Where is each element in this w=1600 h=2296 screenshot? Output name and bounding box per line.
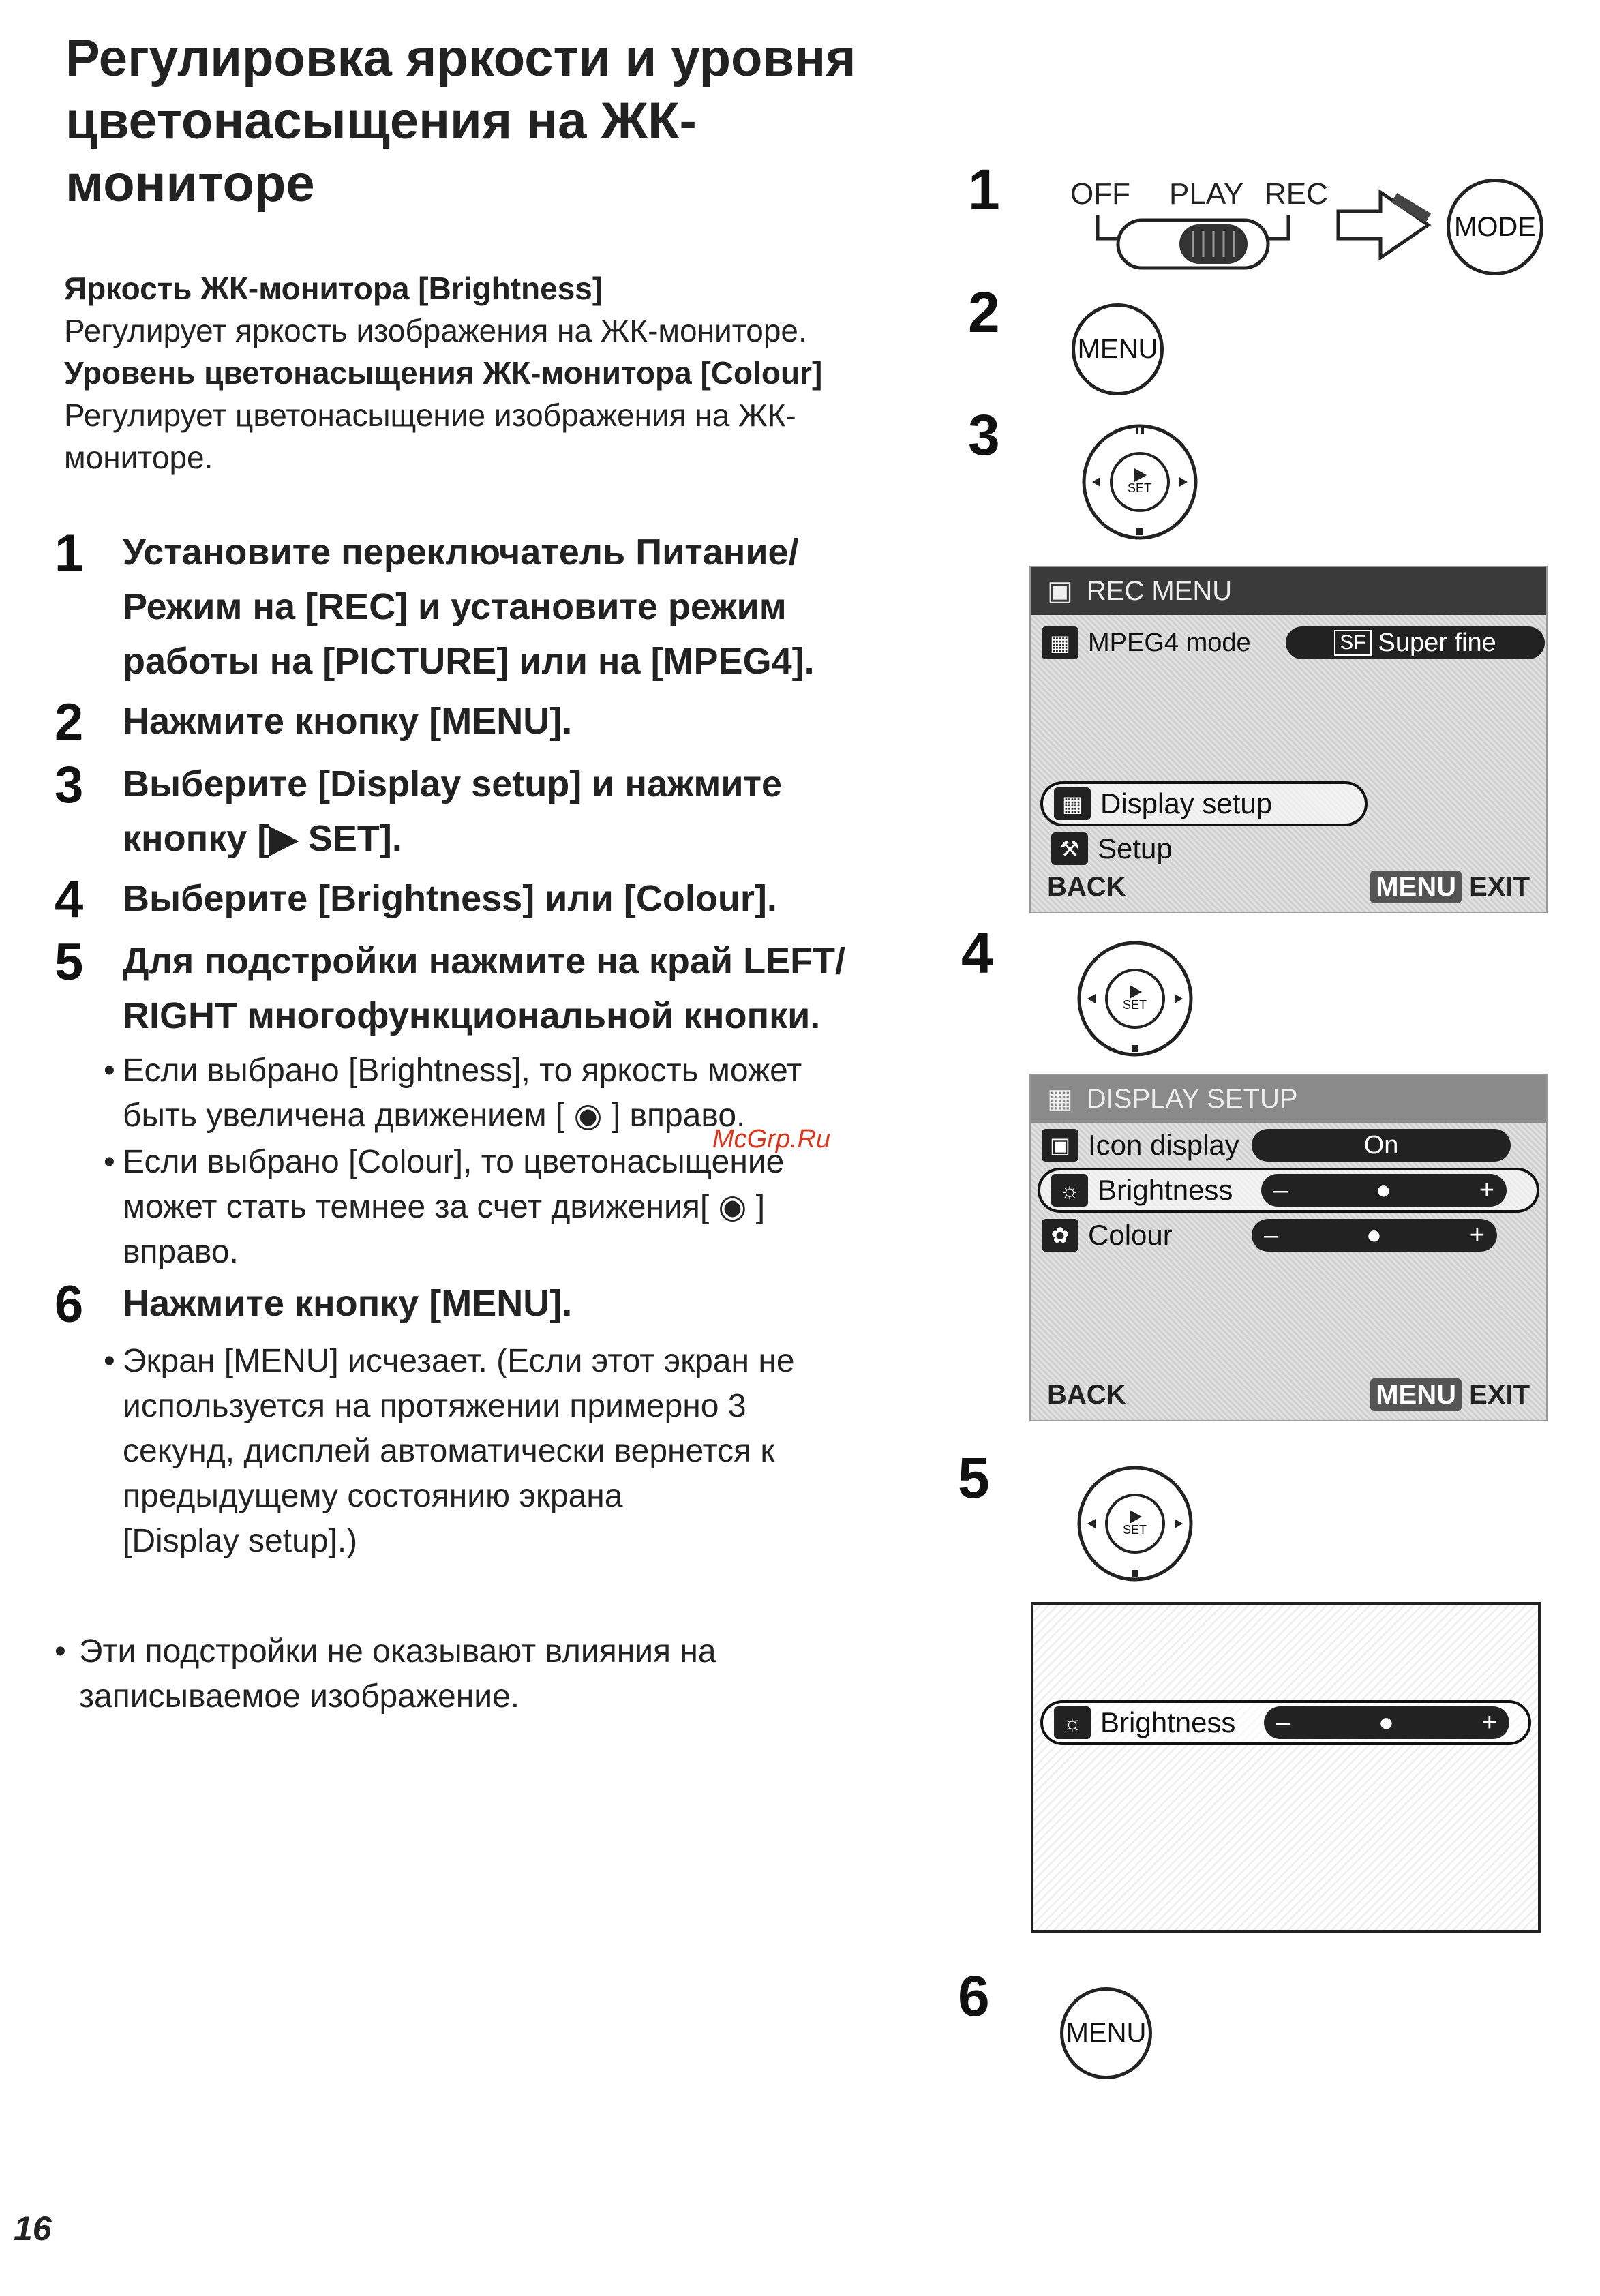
- note-line: • Эти подстройки не оказывают влияния на: [79, 1633, 716, 1670]
- step-line: Установите переключатель Питание/: [123, 532, 799, 573]
- intro-section: [64, 267, 923, 479]
- mode-button[interactable]: MODE: [1447, 179, 1543, 275]
- bullet-line: • Если выбрано [Brightness], то яркость может: [123, 1053, 802, 1089]
- illustration-step-4-number: 4: [961, 921, 993, 985]
- step-line: Нажмите кнопку [MENU].: [123, 701, 573, 742]
- setting-row-brightness[interactable]: [1038, 1168, 1539, 1213]
- menu-button[interactable]: MENU: [1060, 1987, 1152, 2079]
- illustration-step-6-number: 6: [958, 1964, 990, 2028]
- colour-slider[interactable]: [1252, 1219, 1497, 1252]
- menu-tag: MENU: [1370, 871, 1462, 903]
- step-number: 3: [55, 756, 84, 814]
- step-number: 6: [55, 1275, 84, 1333]
- colour-text-2: мониторе.: [64, 440, 213, 475]
- display-setup-title: DISPLAY SETUP: [1086, 1083, 1298, 1114]
- bullet-line: • Если выбрано [Colour], то цветонасыщение: [123, 1144, 785, 1180]
- back-label: BACK: [1047, 1380, 1126, 1410]
- minus-label: –: [1264, 1220, 1279, 1250]
- camera-icon: ▣: [1047, 576, 1073, 606]
- step-line: работы на [PICTURE] или на [MPEG4].: [123, 641, 815, 682]
- brightness-label: Brightness: [1100, 1706, 1236, 1738]
- icon-display-label: Icon display: [1088, 1129, 1239, 1161]
- mode-rec-label: REC: [1265, 177, 1328, 211]
- title-line-2: цветонасыщения на ЖК-: [65, 92, 697, 150]
- set-label: SET: [1128, 481, 1152, 495]
- plus-label: +: [1479, 1175, 1494, 1205]
- step-6: [55, 1276, 941, 1333]
- exit-label: EXIT: [1469, 1380, 1530, 1410]
- icon-display-value: On: [1252, 1129, 1511, 1162]
- step-text: [123, 1276, 572, 1331]
- brightness-adjust-row[interactable]: [1040, 1700, 1531, 1745]
- multifunction-button[interactable]: [1067, 934, 1203, 1063]
- multifunction-button[interactable]: [1067, 1459, 1203, 1588]
- step-number: 5: [55, 933, 84, 991]
- minus-label: –: [1273, 1175, 1288, 1205]
- step-line: Для подстройки нажмите на край LEFT/: [123, 941, 846, 982]
- step-line: Режим на [REC] и установите режим: [123, 586, 787, 627]
- mode-off-label: OFF: [1070, 177, 1130, 211]
- grid-icon: ▦: [1042, 626, 1078, 659]
- illustration-step-1-number: 1: [968, 157, 1000, 222]
- rec-menu-title: REC MENU: [1086, 575, 1233, 606]
- display-icon: ▦: [1047, 1084, 1073, 1114]
- step-text: [123, 757, 782, 866]
- bullet-line: • Экран [MENU] исчезает. (Если этот экран не: [123, 1343, 795, 1379]
- minus-label: –: [1276, 1708, 1291, 1737]
- menu-button[interactable]: MENU: [1072, 303, 1164, 395]
- step-number: 4: [55, 871, 84, 928]
- bullet-line: вправо.: [123, 1234, 239, 1270]
- illustration-step-5-number: 5: [958, 1446, 990, 1510]
- display-setup-footer: [1031, 1380, 1546, 1410]
- page-title: [65, 27, 952, 215]
- step-line: RIGHT многофункциональной кнопки.: [123, 995, 821, 1036]
- menu-row-mpeg4[interactable]: [1031, 620, 1546, 665]
- bullet-line: может стать темнее за счет движения[ ◉ ]: [123, 1189, 766, 1225]
- illustration-step-2-number: 2: [968, 280, 1000, 344]
- note-bullet: [55, 1629, 897, 1719]
- brightness-label: Brightness: [1098, 1174, 1233, 1206]
- set-label: SET: [1123, 998, 1147, 1012]
- brightness-text: Регулирует яркость изображения на ЖК-мониторе.: [64, 313, 807, 348]
- step-line: Выберите [Display setup] и нажмите: [123, 764, 782, 804]
- step-2: [55, 694, 941, 751]
- colour-heading: Уровень цветонасыщения ЖК-монитора [Colour]: [64, 355, 823, 391]
- mpeg4-value: [1286, 626, 1545, 659]
- step-line: Нажмите кнопку [MENU].: [123, 1283, 573, 1324]
- arrow-right-icon: [1333, 184, 1435, 266]
- rec-menu-footer: [1031, 872, 1546, 903]
- colour-icon: ✿: [1042, 1219, 1078, 1252]
- display-setup-label: Display setup: [1100, 787, 1273, 819]
- mpeg4-label: MPEG4 mode: [1088, 628, 1251, 657]
- step-text: [123, 934, 845, 1043]
- sun-icon: ☼: [1051, 1174, 1088, 1207]
- power-mode-switch-icon: [1091, 208, 1295, 276]
- watermark: McGrp.Ru: [712, 1125, 831, 1153]
- slider-knob: ●: [1365, 1220, 1382, 1250]
- bullet-line: быть увеличена движением [ ◉ ] вправо.: [123, 1098, 746, 1134]
- slider-knob: ●: [1375, 1175, 1391, 1205]
- display-setup-header: [1031, 1075, 1546, 1123]
- icon-display-icon: ▣: [1042, 1129, 1078, 1162]
- step-line: кнопку [▶ SET].: [123, 818, 402, 859]
- set-label: SET: [1123, 1523, 1147, 1537]
- brightness-slider[interactable]: [1264, 1706, 1509, 1739]
- multifunction-button[interactable]: [1072, 417, 1208, 547]
- bullet-line: используется на протяжении примерно 3: [123, 1388, 746, 1424]
- exit-label: EXIT: [1469, 872, 1530, 902]
- step-4: [55, 871, 941, 928]
- note-line: записываемое изображение.: [79, 1678, 520, 1715]
- step-text: [123, 525, 815, 689]
- steps-list: [55, 525, 941, 1565]
- mpeg4-value-text: Super fine: [1378, 628, 1496, 657]
- bullet-line: [Display setup].): [123, 1523, 358, 1559]
- bullet-line: секунд, дисплей автоматически вернется к: [123, 1433, 775, 1469]
- slider-knob: ●: [1378, 1708, 1394, 1737]
- brightness-slider[interactable]: [1261, 1174, 1507, 1207]
- exit-group: [1370, 872, 1530, 903]
- step-number: 1: [55, 524, 84, 582]
- rec-menu-header: [1031, 567, 1546, 615]
- page-number: 16: [14, 2209, 52, 2248]
- colour-text-1: Регулирует цветонасыщение изображения на ЖК-: [64, 397, 796, 433]
- rec-menu-screen: [1029, 566, 1548, 913]
- wrench-icon: ⚒: [1051, 832, 1088, 865]
- step-text: [123, 694, 572, 749]
- setting-row-icon-display[interactable]: [1031, 1123, 1546, 1168]
- display-icon: ▦: [1054, 787, 1091, 820]
- title-line-1: Регулировка яркости и уровня: [65, 29, 856, 87]
- menu-row-display-setup[interactable]: [1040, 781, 1368, 826]
- brightness-heading: Яркость ЖК-монитора [Brightness]: [64, 271, 603, 306]
- setup-label: Setup: [1098, 832, 1173, 864]
- step-3: [55, 757, 941, 866]
- colour-label: Colour: [1088, 1219, 1173, 1251]
- step-number: 2: [55, 693, 84, 751]
- sf-badge: SF: [1334, 630, 1371, 656]
- step-5: [55, 934, 941, 1043]
- step-5-bullet-2: [55, 1140, 941, 1275]
- plus-label: +: [1469, 1220, 1485, 1250]
- plus-label: +: [1481, 1708, 1497, 1737]
- step-line: Выберите [Brightness] или [Colour].: [123, 878, 777, 919]
- sun-icon: ☼: [1054, 1706, 1091, 1739]
- step-text: [123, 871, 777, 926]
- mode-play-label: PLAY: [1169, 177, 1244, 211]
- step-6-bullet-1: [55, 1339, 941, 1564]
- back-label: BACK: [1047, 872, 1126, 902]
- step-1: [55, 525, 941, 689]
- exit-group: [1370, 1380, 1530, 1410]
- menu-row-setup[interactable]: [1040, 826, 1546, 871]
- title-line-3: мониторе: [65, 155, 315, 213]
- display-setup-screen: [1029, 1074, 1548, 1421]
- menu-tag: MENU: [1370, 1378, 1462, 1411]
- setting-row-colour[interactable]: [1031, 1213, 1546, 1258]
- brightness-adjust-screen: [1031, 1602, 1541, 1933]
- illustration-step-3-number: 3: [968, 403, 1000, 467]
- bullet-line: предыдущему состоянию экрана: [123, 1478, 623, 1514]
